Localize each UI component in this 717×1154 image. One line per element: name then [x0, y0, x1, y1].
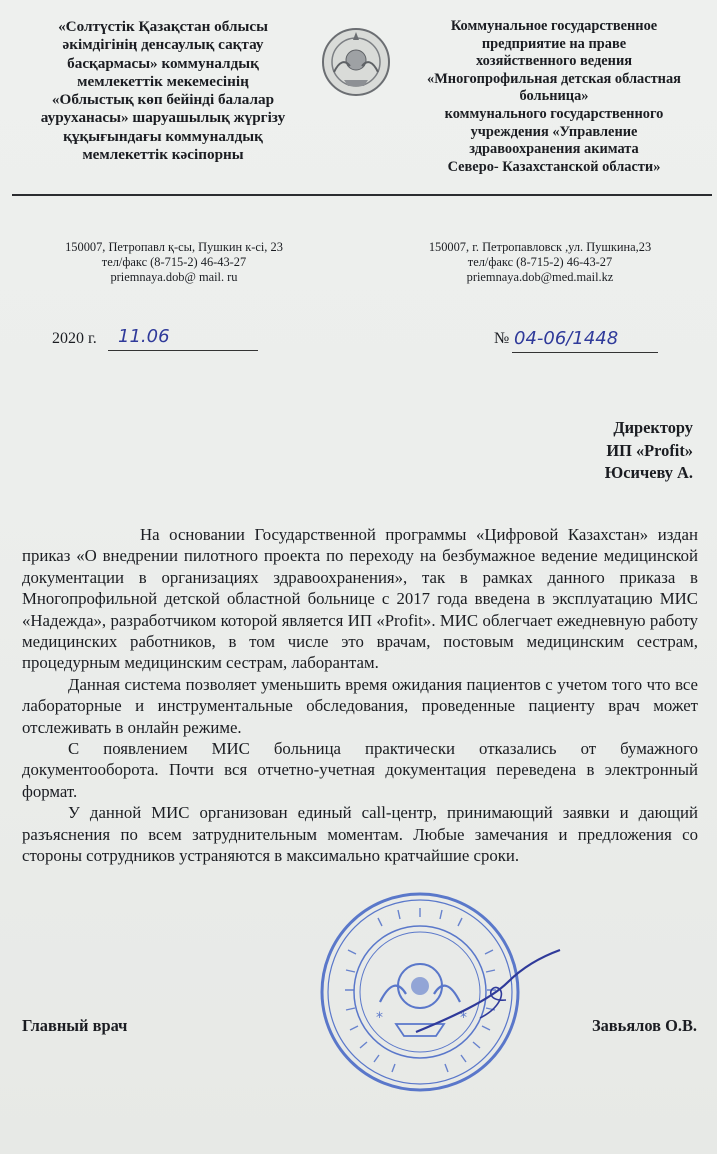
- address-line: priemnaya.dob@med.mail.kz: [466, 270, 614, 284]
- header-line: здравоохранения акимата: [469, 141, 639, 158]
- address-line: тел/факс (8-715-2) 46-43-27: [467, 255, 613, 269]
- header-line: хозяйственного ведения: [475, 53, 633, 70]
- address-kazakh: [36, 240, 312, 285]
- body-paragraph: На основании Государственной программы «Цифровой Казахстан» издан приказ «О внедрении пилотного проекта по переходу на безбумажное ведение медицинской документации в организациях здравоохранения», так в рамках данного приказа в Многопрофильной детской областной больнице с 2017 года введена в эксплуатацию МИС «Надежда», разработчиком которой является ИП «Profit». МИС облегчает ежедневную работу медицинских работников, в том числе это врачам, постовым медицинским сестрам, процедурным медицинским сестрам, лаборантам.: [22, 525, 698, 673]
- svg-text:*: *: [460, 1010, 467, 1026]
- date-label: 2020 г.: [52, 330, 97, 347]
- header-russian-org-name: [398, 18, 710, 176]
- number-underline: [512, 352, 658, 353]
- header-line: ауруханасы» шаруашылық жүргізу: [40, 109, 286, 127]
- body-paragraph: У данной МИС организован единый call-центр, принимающий заявки и дающий разъяснения по всем затруднительным моментам. Любые замечания и предложения со стороны сотрудников устраняются в максимально кратчайшие сроки.: [22, 803, 698, 866]
- header-line: предприятие на праве: [481, 35, 627, 52]
- header-line: мемлекеттік мекемесінің: [77, 72, 249, 90]
- header-line: больница»: [519, 88, 589, 105]
- number-label: №: [494, 330, 510, 347]
- header-line: басқармасы» коммуналдық: [67, 54, 259, 72]
- addressee-block: [605, 417, 693, 485]
- svg-text:*: *: [376, 1010, 383, 1026]
- header-line: учреждения «Управление: [470, 123, 638, 140]
- handwritten-number: 04-06/1448: [514, 328, 619, 349]
- addressee-line: Директору: [613, 418, 693, 437]
- header-line: «Солтүстік Қазақстан облысы: [58, 18, 268, 35]
- body-paragraph: Данная система позволяет уменьшить время ожидания пациентов с учетом того что все лабораторные и инструментальные обследования, проведенные пациенту врач может отслеживать в онлайн режиме.: [22, 674, 698, 737]
- header-line: құқығындағы коммуналдық: [63, 127, 263, 145]
- date-underline: [108, 350, 258, 351]
- header-line: «Облыстық көп бейінді балалар: [51, 91, 275, 109]
- header-divider: [12, 194, 712, 196]
- header-line: әкімдігінің денсаулық сақтау: [62, 36, 264, 54]
- address-line: priemnaya.dob@ mail. ru: [110, 270, 238, 284]
- handwritten-date: 11.06: [118, 326, 170, 347]
- body-paragraph: С появлением МИС больница практически отказались от бумажного документооборота. Почти вся отчетно-учетная документация переведена в электронный формат.: [22, 739, 698, 801]
- signatory-position: Главный врач: [22, 1016, 128, 1035]
- header-line: мемлекеттік кәсіпорны: [82, 146, 244, 164]
- signatory-name: Завьялов О.В.: [591, 1016, 697, 1035]
- handwritten-signature: [410, 948, 570, 1038]
- header-line: «Многопрофильная детская областная: [427, 70, 681, 87]
- address-russian: [382, 240, 698, 285]
- address-line: 150007, Петропавл қ-сы, Пушкин к-сі, 23: [65, 240, 283, 254]
- header-kazakh-org-name: [24, 18, 302, 164]
- addressee-line: Юсичеву А.: [604, 463, 693, 482]
- header-line: коммунального государственного: [444, 105, 664, 122]
- address-line: тел/факс (8-715-2) 46-43-27: [101, 255, 247, 269]
- addressee-line: ИП «Profit»: [606, 440, 693, 460]
- state-emblem-icon: [320, 26, 392, 98]
- letter-body: [22, 524, 698, 867]
- address-line: 150007, г. Петропавловск ,ул. Пушкина,23: [428, 240, 652, 254]
- header-line: Северо- Казахстанской области»: [447, 158, 661, 175]
- header-line: Коммунальное государственное: [450, 18, 658, 34]
